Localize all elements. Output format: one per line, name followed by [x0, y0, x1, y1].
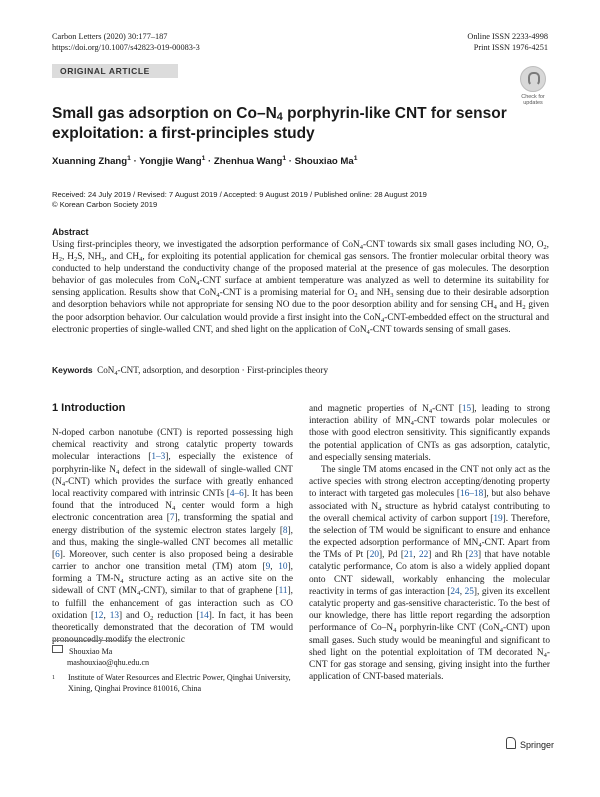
keywords-line	[52, 365, 328, 375]
body-column-right: and magnetic properties of $N_4$-CNT [15], leading to strong interaction ability of $MN_4$-CNT towards polar molecules or those with good electron sensitivity. This significantly expands the potential application of CNTs as gas adsorption, catalytic, and especially sensing materials. The single TM atoms encased in the CNT not only act as the active species with strong electron accepting/denoting property to interact with targeted gas molecules [16–18], but also behave associated with $N_4$ structure as hybrid catalyst contributing to the overall chemical activity of carbon support [19]. Therefore, the selection of TM would be significant to ensure and enhance the expected adsorption performance of $MN_4$-CNT. Apart from the TMs of Pt [20], Pd [21, 22] and Rh [23] that have notable catalytic performance, Co atom is also a widely applied dopant onto CNT sidewall, workably enhancing the molecular reactivity in terms of gas interaction [24, 25], given its excellent catalytic property and gas-sensitive characteristic. To the best of our knowledge, there has little report regarding the adsorption performance of $Co-N_4$ porphyrin-like CNT (CoN$_4$-CNT) upon small gases. Such study would be meaningful and significant to shed light on the potential exploitation of TM decorated $N_4$-CNT for gas storage and sensing, giving insight into the further application of CNT-based materials.	[309, 404, 551, 683]
envelope-icon	[52, 645, 63, 653]
section-heading-introduction: 1 Introduction	[52, 402, 126, 414]
abstract-heading: Abstract	[52, 227, 89, 237]
issn-block	[467, 31, 548, 53]
online-issn: Online ISSN 2233-4998	[467, 32, 548, 41]
publisher-name: Springer	[520, 740, 555, 750]
check-updates-label: Check for updates	[521, 94, 545, 106]
doi-link[interactable]: https://doi.org/10.1007/s42823-019-00083-3	[52, 43, 200, 52]
affiliation-number: 1	[52, 675, 55, 681]
author-affiliation-mark: 1	[353, 155, 358, 162]
affiliation-text: Institute of Water Resources and Electric Power, Qinghai University, Xining, Qinghai Province 810016, China	[68, 673, 291, 693]
corresponding-author	[52, 645, 149, 668]
paper-title: Small gas adsorption on $Co-N_4$ porphyrin-like CNT for sensor exploitation: a first-principles study	[52, 105, 507, 142]
abstract-body: Using first-principles theory, we investigated the adsorption performance of CoN$_4$-CNT towards six small gases including NO, $O_2$, $H_2$, $H_2S$, $NH_3$, and $CH_4$, for exploiting its potential application for chemical gas sensors. The frontier molecular orbital theory was conducted to help understand the conductivity change of the proposed material at the presence of gas molecules. The desorption behavior of gas molecules from CoN$_4$-CNT surface at ambient temperature was analyzed as well to determine its suitability for sensing application. Results show that CoN$_4$-CNT is a promising material for $O_2$ and $NH_3$ sensing due to their desirable adsorption and desorption behaviors while not appropriate for sensing NO due to the poor desorption ability and for sensing $CH_4$ and $H_2$ given the poor adsorption behavior. Our calculation would provide a first insight into the CoN$_4$-CNT-embedded effect on the structural and electronic properties of single-walled CNT, and shed light on the application of CoN$_4$-CNT towards sensing of small gases.	[52, 240, 550, 336]
keywords-label: Keywords	[52, 365, 93, 375]
copyright-line: © Korean Carbon Society 2019	[52, 200, 158, 209]
article-type-banner: ORIGINAL ARTICLE	[52, 64, 178, 78]
springer-horse-icon	[506, 737, 516, 749]
author-name[interactable]: Zhenhua Wang$^1$	[213, 155, 287, 167]
author-separator: ·	[286, 156, 295, 167]
author-affiliation-mark: 1	[201, 155, 206, 162]
check-for-updates-button[interactable]	[516, 66, 550, 106]
author-separator: ·	[205, 156, 214, 167]
publication-dates	[52, 190, 427, 210]
footnote-divider	[52, 640, 132, 641]
journal-header	[52, 31, 200, 53]
author-name[interactable]: Shouxiao Ma$^1$	[294, 155, 358, 167]
author-list	[52, 156, 358, 167]
author-separator: ·	[130, 156, 140, 167]
corresponding-author-name: Shouxiao Ma	[69, 647, 113, 656]
journal-citation: Carbon Letters (2020) 30:177–187	[52, 32, 168, 41]
publisher-logo	[506, 737, 554, 750]
keywords-text: CoN$_4$-CNT, adsorption, and desorption · First-principles theory	[97, 365, 329, 377]
body-column-left: N-doped carbon nanotube (CNT) is reported possessing high chemical reactivity and strong catalytic property towards molecular interactions [1–3], especially the existence of porphyrin-like $N_4$ defect in the sidewall of single-walled CNT $(N_4-CNT)$ which provides the surface with greatly enhanced local reactivity compared with intrinsic CNTs [4–6]. It has been found that the introduced $N_4$ center would form a high electronic concentration area [7], transforming the spatial and energy distribution of the systemic electron states largely [8], and thus, making the single-walled CNT becomes all metallic [6]. Moreover, such center is also proposed being a desirable carrier to anchor one transition metal (TM) atom [9, 10], forming a $TM-N_4$ structure acting as an active site on the sidewall of CNT $(MN_4-CNT)$, similar to that of graphene [11], to fulfill the enhancement of gas interaction such as CO oxidation [12, 13] and $O_2$ reduction [14]. In fact, it has been theoretically demonstrated that the decoration of TM would pronouncedly modify the electronic	[52, 428, 293, 646]
author-name[interactable]: Yongjie Wang$^1$	[139, 155, 206, 167]
author-affiliation-mark: 1	[127, 155, 131, 162]
history-dates: Received: 24 July 2019 / Revised: 7 August 2019 / Accepted: 9 August 2019 / Published online: 28 August 2019	[52, 190, 427, 199]
print-issn: Print ISSN 1976-4251	[473, 43, 548, 52]
affiliation-footnote	[52, 673, 297, 694]
author-name[interactable]: Xuanning Zhang$^1$	[52, 155, 131, 167]
check-updates-icon	[520, 66, 546, 92]
author-affiliation-mark: 1	[282, 155, 287, 162]
corresponding-email[interactable]: mashouxiao@qhu.edu.cn	[67, 658, 150, 667]
